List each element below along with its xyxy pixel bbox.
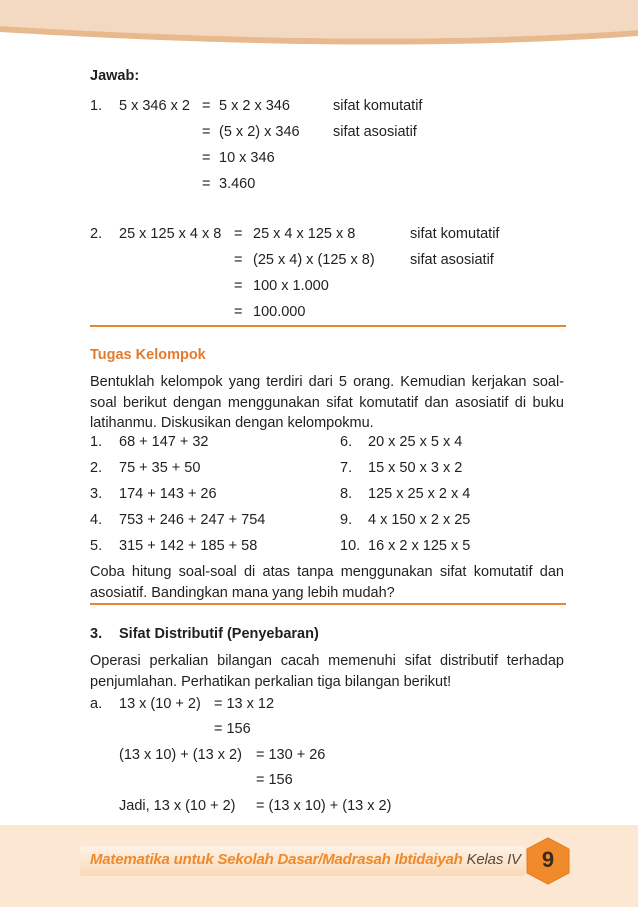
jawab-1-note: sifat komutatif [333,98,423,114]
jawab-1-expr: 5 x 2 x 346 [219,98,290,114]
tugas-item-text: 125 x 25 x 2 x 4 [368,486,471,502]
tugas-item-text: 315 + 142 + 185 + 58 [119,538,258,554]
tugas-item-number: 1. [90,434,103,450]
example-line2: = 156 [214,721,251,737]
section-number: 3. [90,626,103,642]
example-label: a. [90,696,103,712]
divider-line [90,325,566,327]
tugas-item-number: 4. [90,512,103,528]
tugas-item-text: 753 + 246 + 247 + 754 [119,512,266,528]
divider-line [90,603,566,605]
top-decoration [0,0,638,52]
jawab-2-expr: (25 x 4) x (125 x 8) [253,252,375,268]
tugas-item-text: 20 x 25 x 5 x 4 [368,434,463,450]
tugas-item-number: 2. [90,460,103,476]
book-title [90,851,521,868]
jawab-1-note: sifat asosiatif [333,124,417,140]
jawab-2-note: sifat komutatif [410,226,500,242]
section-intro: Operasi perkalian bilangan cacah memenuhi sifat distributif terhadap penjumlahan. Perhatikan perkalian tiga bilangan berikut! [90,653,564,690]
tugas-item-number: 7. [340,460,353,476]
jawab-2-expr: 100.000 [253,304,306,320]
tugas-item-text: 4 x 150 x 2 x 25 [368,512,471,528]
jawab-1-eq: = [202,124,211,140]
jawab-2-eq: = [234,252,243,268]
class-label: Kelas IV [466,851,521,868]
tugas-item-number: 10. [340,538,361,554]
book-title-text: Matematika untuk Sekolah Dasar/Madrasah Ibtidaiyah [90,851,463,868]
tugas-item-text: 68 + 147 + 32 [119,434,209,450]
example-line1-rhs: = 13 x 12 [214,696,275,712]
jawab-1-number: 1. [90,98,103,114]
jawab-2-expr: 100 x 1.000 [253,278,329,294]
jawab-2-expr: 25 x 4 x 125 x 8 [253,226,356,242]
jawab-1-eq: = [202,176,211,192]
jawab-1-lhs: 5 x 346 x 2 [119,98,190,114]
tugas-item-text: 174 + 143 + 26 [119,486,217,502]
tugas-outro: Coba hitung soal-soal di atas tanpa menggunakan sifat komutatif dan asosiatif. Bandingkan mana yang lebih mudah? [90,564,564,601]
example-line4: = 156 [256,772,293,788]
example-line5-rhs: = (13 x 10) + (13 x 2) [256,798,392,814]
tugas-intro: Bentuklah kelompok yang terdiri dari 5 orang. Kemudian kerjakan soal-soal berikut dengan menggunakan sifat komutatif dan asosiatif di buku latihanmu. Diskusikan dengan kelompokmu. [90,374,564,431]
tugas-item-text: 16 x 2 x 125 x 5 [368,538,471,554]
tugas-item-number: 9. [340,512,353,528]
jawab-1-expr: 10 x 346 [219,150,275,166]
jawab-2-eq: = [234,226,243,242]
tugas-item-number: 6. [340,434,353,450]
tugas-item-number: 3. [90,486,103,502]
jawab-2-lhs: 25 x 125 x 4 x 8 [119,226,222,242]
jawab-1-eq: = [202,98,211,114]
tugas-item-number: 8. [340,486,353,502]
section-title: Sifat Distributif (Penyebaran) [119,626,319,642]
tugas-item-number: 5. [90,538,103,554]
example-line1-lhs: 13 x (10 + 2) [119,696,201,712]
tugas-item-text: 75 + 35 + 50 [119,460,201,476]
example-line3-rhs: = 130 + 26 [256,747,326,763]
jawab-2-eq: = [234,304,243,320]
tugas-heading: Tugas Kelompok [90,347,206,363]
tugas-item-text: 15 x 50 x 3 x 2 [368,460,463,476]
jawab-1-eq: = [202,150,211,166]
example-line5-lhs: Jadi, 13 x (10 + 2) [119,798,236,814]
example-line3-lhs: (13 x 10) + (13 x 2) [119,747,242,763]
jawab-1-expr: (5 x 2) x 346 [219,124,300,140]
page-number: 9 [541,847,555,872]
jawab-2-note: sifat asosiatif [410,252,494,268]
jawab-2-number: 2. [90,226,103,242]
jawab-1-expr: 3.460 [219,176,256,192]
jawab-heading: Jawab: [90,68,140,84]
jawab-2-eq: = [234,278,243,294]
